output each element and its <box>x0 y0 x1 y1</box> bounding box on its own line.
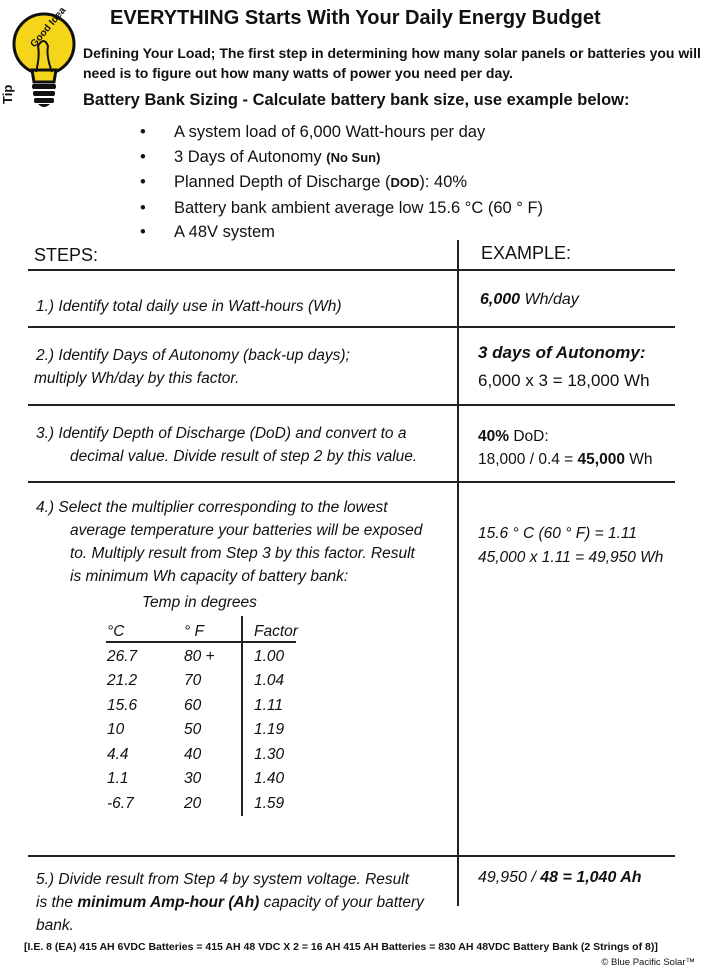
table-row <box>107 694 324 719</box>
table-cell: 1.30 <box>254 745 285 763</box>
example-5 <box>478 869 642 887</box>
list-item-text: Planned Depth of Discharge ( <box>174 173 391 191</box>
good-idea-label: Good Idea <box>28 5 69 50</box>
list-item-text: Battery bank ambient average low 15.6 °C (60 ° F) <box>174 198 544 217</box>
list-item-abbr: DOD <box>390 175 420 190</box>
row-divider <box>28 481 675 483</box>
table-row <box>107 792 324 817</box>
column-divider <box>457 240 459 906</box>
copyright: © Blue Pacific Solar™ <box>601 957 695 968</box>
example-2-line: 3 days of Autonomy: <box>478 343 646 362</box>
step-5-text: is the <box>36 894 78 911</box>
example-3-line <box>478 448 653 471</box>
column-header: ° F <box>184 623 204 641</box>
steps-header: STEPS: <box>34 245 99 265</box>
table-cell: 26.7 <box>107 647 138 665</box>
example-4-line: 45,000 x 1.11 = 49,950 Wh <box>478 549 664 566</box>
step-5-line <box>36 891 424 914</box>
table-row <box>107 718 324 743</box>
example-4-line: 15.6 ° C (60 ° F) = 1.11 <box>478 525 638 542</box>
step-5-line: bank. <box>36 917 74 934</box>
table-cell: 21.2 <box>107 672 138 690</box>
table-cell: 1.19 <box>254 721 285 739</box>
example-2 <box>478 339 650 395</box>
step-1: 1.) Identify total daily use in Watt-hours (Wh) <box>36 298 342 315</box>
table-cell: 80 + <box>184 647 215 665</box>
tip-badge <box>2 6 80 114</box>
bullet: • <box>140 198 146 217</box>
column-header: °C <box>107 623 125 641</box>
row-divider <box>28 855 675 857</box>
intro-text: Defining Your Load; The first step in determining how many solar panels or batteries you will need is to figure out how many watts of power you need per day. <box>83 45 701 81</box>
example-5-calc: 49,950 / <box>478 869 541 886</box>
table-cell: 4.4 <box>107 745 129 763</box>
step-3 <box>36 422 417 468</box>
example-3-result: 45,000 <box>577 451 625 468</box>
step-5-emphasis: minimum Amp-hour (Ah) <box>77 894 260 911</box>
row-divider <box>28 404 675 406</box>
bullet: • <box>140 173 146 191</box>
table-cell: 1.11 <box>254 696 284 714</box>
step-5-text: capacity of your battery <box>259 894 424 911</box>
step-4-line: 4.) Select the multiplier corresponding to the lowest <box>36 499 388 516</box>
list-item <box>140 170 543 196</box>
list-item-note: (No Sun) <box>326 149 381 165</box>
example-5-result: 48 = 1,040 Ah <box>540 869 642 886</box>
example-1-value: 6,000 <box>480 291 521 308</box>
assumption-list <box>140 120 543 245</box>
step-2-line: multiply Wh/day by this factor. <box>34 370 240 387</box>
table-body <box>107 645 324 817</box>
bullet: • <box>140 223 146 241</box>
table-cell: 1.40 <box>254 770 285 788</box>
table-cell: 1.1 <box>107 770 129 788</box>
list-item <box>140 196 543 221</box>
row-divider <box>28 326 675 328</box>
table-cell: 1.04 <box>254 672 285 690</box>
list-item <box>140 145 543 171</box>
sizing-heading: Battery Bank Sizing - Calculate battery bank size, use example below: <box>83 91 630 109</box>
page-title: EVERYTHING Starts With Your Daily Energy Budget <box>110 7 601 29</box>
step-4-line: average temperature your batteries will be exposed <box>70 522 423 539</box>
table-header-underline <box>106 641 296 643</box>
column-header: Factor <box>254 623 298 641</box>
example-4 <box>478 522 663 570</box>
step-4-line: is minimum Wh capacity of battery bank: <box>70 568 349 585</box>
table-cell: 50 <box>184 721 202 739</box>
example-3-unit: Wh <box>624 451 653 468</box>
list-item-text: ): 40% <box>419 173 468 191</box>
step-4 <box>36 496 422 588</box>
step-3-line: decimal value. Divide result of step 2 by this value. <box>70 448 418 465</box>
table-cell: 20 <box>184 794 202 812</box>
list-item <box>140 220 543 245</box>
table-cell: 1.59 <box>254 794 285 812</box>
list-item-text: A system load of 6,000 Watt-hours per day <box>174 123 486 141</box>
list-item-text: A 48V system <box>174 223 275 241</box>
step-5-line: 5.) Divide result from Step 4 by system voltage. Result <box>36 871 410 888</box>
example-2-line: 6,000 x 3 = 18,000 Wh <box>478 371 650 390</box>
step-3-line: 3.) Identify Depth of Discharge (DoD) and convert to a <box>36 425 407 442</box>
list-item-text: 3 Days of Autonomy <box>174 147 322 166</box>
table-row <box>107 743 324 768</box>
table-cell: 15.6 <box>107 696 138 714</box>
table-cell: -6.7 <box>107 794 134 812</box>
step-4-line: to. Multiply result from Step 3 by this factor. Result <box>70 545 415 562</box>
footer-note: [I.E. 8 (EA) 415 AH 6VDC Batteries = 415 AH 48 VDC X 2 = 16 AH 415 AH Batteries = 830 AH 48VDC Battery Bank (2 Strings of 8)] <box>24 941 658 953</box>
step-5 <box>36 868 424 937</box>
example-header: EXAMPLE: <box>481 243 572 263</box>
list-item <box>140 120 543 145</box>
row-divider <box>28 269 675 271</box>
table-cell: 70 <box>184 672 202 690</box>
step-2-line: 2.) Identify Days of Autonomy (back-up days); <box>36 347 350 364</box>
example-3-line <box>478 425 653 448</box>
table-cell: 1.00 <box>254 647 285 665</box>
tip-label: Tip <box>0 84 15 104</box>
example-3-label: DoD: <box>509 428 549 445</box>
table-row <box>107 767 324 792</box>
table-column-divider <box>241 616 243 816</box>
table-row <box>107 669 324 694</box>
table-cell: 40 <box>184 745 202 763</box>
table-row <box>107 645 324 670</box>
temperature-factor-table <box>107 620 324 816</box>
temp-caption: Temp in degrees <box>142 594 257 611</box>
table-cell: 60 <box>184 696 202 714</box>
example-3 <box>478 425 653 471</box>
bullet: • <box>140 123 146 141</box>
step-2 <box>36 344 350 390</box>
table-cell: 10 <box>107 721 125 739</box>
example-3-calc: 18,000 / 0.4 = <box>478 451 578 468</box>
example-1-unit: Wh/day <box>520 291 579 308</box>
bullet: • <box>140 147 146 166</box>
example-3-value: 40% <box>478 428 510 445</box>
example-1 <box>480 291 579 309</box>
table-cell: 30 <box>184 770 202 788</box>
